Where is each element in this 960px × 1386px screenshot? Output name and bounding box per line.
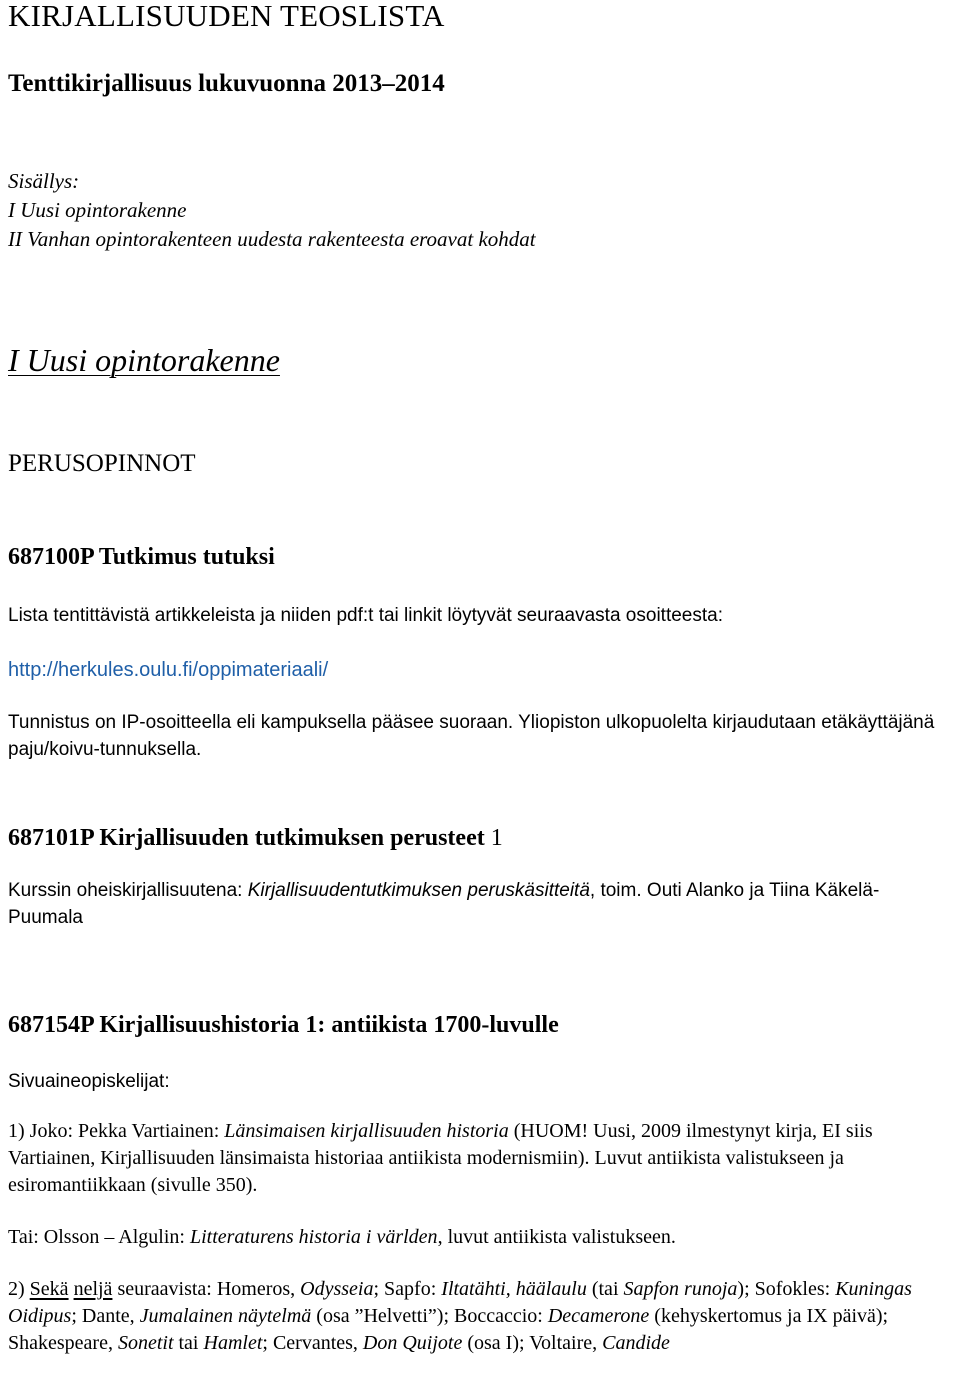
- course-title: 687100P Tutkimus tutuksi: [8, 544, 275, 570]
- document-subtitle: Tenttikirjallisuus lukuvuonna 2013–2014: [8, 70, 445, 97]
- course-reading-text: [8, 877, 952, 931]
- book-title: Jumalainen näytelmä: [139, 1305, 312, 1327]
- text-span: seuraavista: Homeros,: [112, 1278, 301, 1300]
- oppimateriaali-link[interactable]: [8, 657, 952, 684]
- text-span: (tai: [586, 1278, 624, 1300]
- text-span: ; Sapfo:: [373, 1278, 442, 1300]
- book-title: Hamlet: [203, 1332, 263, 1354]
- book-title: Länsimaisen kirjallisuuden historia: [224, 1120, 509, 1142]
- option-text: (HUOM! Uusi, 2009 ilmestynyt kirja, EI siis Vartiainen, Kirjallisuuden länsimaista historiaa antiikista modernismiin). Luvut antiikista valistukseen ja esiromantiikkaan (sivulle 350).: [8, 1120, 873, 1196]
- book-title: Decamerone: [547, 1305, 650, 1327]
- text-span: ; Cervantes,: [262, 1332, 363, 1354]
- level-heading: PERUSOPINNOT: [8, 450, 196, 477]
- book-title: Kirjallisuudentutkimuksen peruskäsitteitä: [247, 880, 590, 901]
- text-span: ); Sofokles:: [737, 1278, 836, 1300]
- access-note: Tunnistus on IP-osoitteella eli kampuksella pääsee suoraan. Yliopiston ulkopuolelta kirjaudutaan etäkäyttäjänä paju/koivu-tunnuksella.: [8, 712, 935, 760]
- book-title: Kuningas Oidipus: [8, 1278, 912, 1327]
- reading-option-2: [8, 1224, 952, 1251]
- reading-prefix: Kurssin oheiskirjallisuutena:: [8, 880, 248, 901]
- course-title-number: 1: [490, 825, 503, 851]
- table-of-contents: [8, 167, 952, 254]
- book-title: Litteraturens historia i världen: [189, 1226, 438, 1248]
- audience-label: Sivuaineopiskelijat:: [8, 1071, 170, 1092]
- book-title: Odysseia: [300, 1278, 374, 1300]
- toc-heading: Sisällys:: [8, 169, 80, 193]
- course-title: 687154P Kirjallisuushistoria 1: antiikista 1700-luvulle: [8, 1012, 559, 1038]
- course-intro-text: Lista tentittävistä artikkeleista ja niiden pdf:t tai linkit löytyvät seuraavasta osoitteesta:: [8, 605, 723, 626]
- underlined-word: neljä: [73, 1278, 113, 1300]
- text-span: tai: [173, 1332, 204, 1354]
- toc-item[interactable]: II Vanhan opintorakenteen uudesta rakenteesta eroavat kohdat: [8, 227, 536, 251]
- link-text[interactable]: http://herkules.oulu.fi/oppimateriaali/: [8, 659, 329, 681]
- text-span: ; Dante,: [71, 1305, 140, 1327]
- text-span: (kehyskertomus ja IX päivä); Shakespeare,: [8, 1305, 889, 1354]
- toc-item[interactable]: I Uusi opintorakenne: [8, 198, 187, 222]
- reading-option-3: [8, 1276, 952, 1357]
- book-title: Sonetit: [117, 1332, 174, 1354]
- course-title: [8, 825, 952, 852]
- text-span: (osa ”Helvetti”); Boccaccio:: [311, 1305, 548, 1327]
- book-title: Don Quijote: [362, 1332, 463, 1354]
- reading-suffix: , toim. Outi Alanko ja Tiina Käkelä- Puumala: [8, 880, 880, 928]
- reading-option-1: [8, 1118, 952, 1199]
- text-span: 2): [8, 1278, 30, 1300]
- course-title-text: 687101P Kirjallisuuden tutkimuksen perusteet: [8, 825, 485, 851]
- book-title: Candide: [602, 1332, 670, 1354]
- option-text: , luvut antiikista valistukseen.: [437, 1226, 676, 1248]
- book-title: Sapfon runoja: [623, 1278, 738, 1300]
- book-title: Iltatähti, häälaulu: [441, 1278, 587, 1300]
- text-span: (osa I); Voltaire,: [462, 1332, 603, 1354]
- document-title: KIRJALLISUUDEN TEOSLISTA: [8, 0, 445, 33]
- section-heading: I Uusi opintorakenne: [8, 342, 280, 378]
- option-prefix: 1) Joko: Pekka Vartiainen:: [8, 1120, 225, 1142]
- option-prefix: Tai: Olsson – Algulin:: [8, 1226, 190, 1248]
- underlined-word: Sekä: [29, 1278, 69, 1300]
